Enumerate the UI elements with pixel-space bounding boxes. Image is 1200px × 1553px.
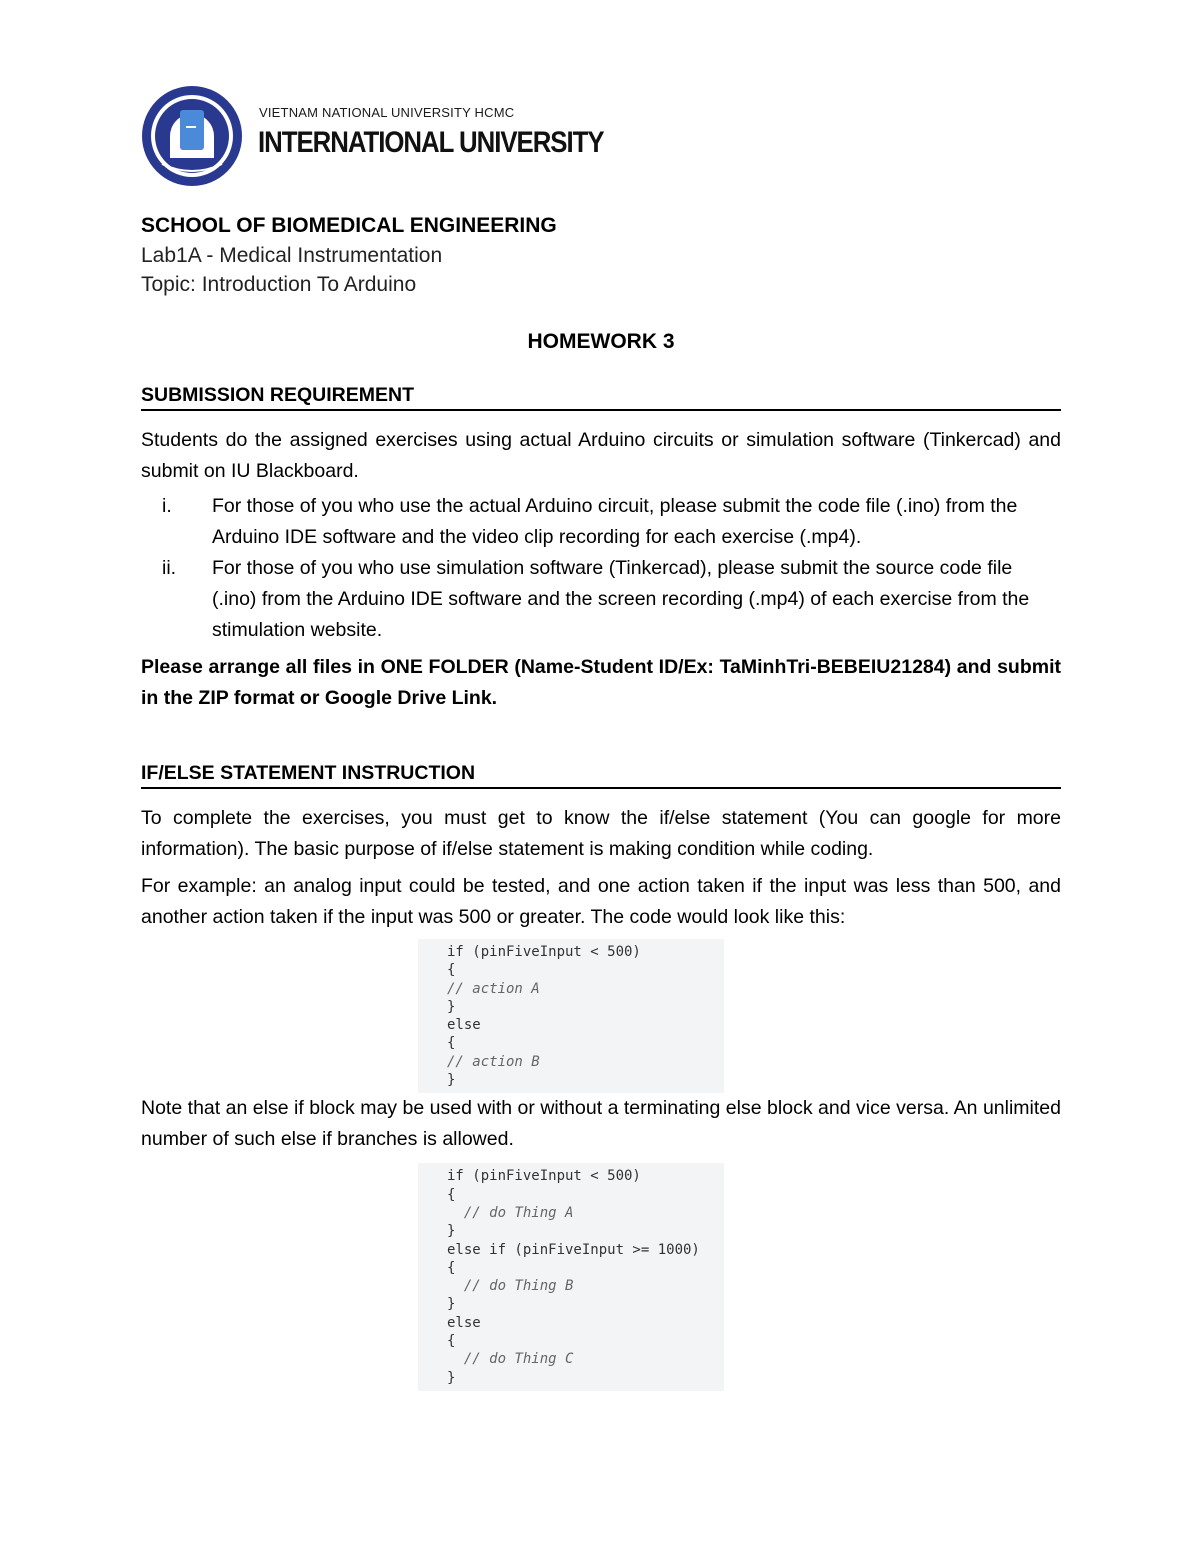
submission-intro: Students do the assigned exercises using actual Arduino circuits or simulation software (Tinkercad) and submit on IU Blackboard. [141,429,1061,482]
list-item [141,491,1061,553]
list-item-text: For those of you who use the actual Arduino circuit, please submit the code file (.ino) from the Arduino IDE software and the video clip recording for each exercise (.mp4). [212,495,1018,548]
ifelse-para-2: For example: an analog input could be tested, and one action taken if the input was less than 500, and another action taken if the input was 500 or greater. The code would look like this: [141,875,1061,928]
code-line: { [447,1035,456,1052]
school-name: SCHOOL OF BIOMEDICAL ENGINEERING [141,214,557,237]
submission-section-title: SUBMISSION REQUIREMENT [141,383,1061,411]
homework-title: HOMEWORK 3 [527,330,675,353]
topic-title: Topic: Introduction To Arduino [141,273,417,296]
code-line: else [447,1314,481,1331]
lab-title: Lab1A - Medical Instrumentation [141,244,443,267]
submission-list [141,491,1061,646]
list-item-text: For those of you who use simulation software (Tinkercad), please submit the source code file (.ino) from the Arduino IDE software and the screen recording (.mp4) of each exercise from the stimulation website. [212,557,1030,641]
code-line: { [447,962,456,979]
code-line: } [447,1223,456,1240]
code-comment: // do Thing C [447,1351,574,1368]
code-line: { [447,1259,456,1276]
code-comment: // do Thing A [447,1204,574,1221]
code-comment: // action A [447,980,540,997]
code-line: if (pinFiveInput < 500) [447,944,641,960]
code-line: if (pinFiveInput < 500) [447,1168,641,1185]
code-line: } [447,1296,456,1313]
code-line: } [447,998,456,1015]
document-header [140,84,740,188]
code-line: { [447,1186,456,1203]
university-name: INTERNATIONAL UNIVERSITY [258,126,604,159]
code-comment: // action B [447,1053,540,1070]
code-block-1 [418,939,724,1093]
document-body [141,212,1061,1391]
list-item-number: i. [162,495,172,517]
code-block-2 [418,1163,724,1391]
code-line: } [447,1369,456,1386]
code-line: { [447,1333,456,1350]
code-comment: // do Thing B [447,1278,574,1295]
ifelse-para-3: Note that an else if block may be used with or without a terminating else block and vice versa. An unlimited number of such else if branches is allowed. [141,1097,1061,1151]
code-line: } [447,1072,456,1089]
code-line: else if (pinFiveInput >= 1000) [447,1241,700,1258]
university-logo-icon [140,84,244,188]
ifelse-para-1: To complete the exercises, you must get to know the if/else statement (You can google for more information). The basic purpose of if/else statement is making condition while coding. [141,807,1061,860]
university-subtitle: VIETNAM NATIONAL UNIVERSITY HCMC [259,105,515,120]
list-item-number: ii. [162,557,177,579]
submission-note: Please arrange all files in ONE FOLDER (Name-Student ID/Ex: TaMinhTri-BEBEIU21284) and submit in the ZIP format or Google Drive Link. [141,656,1061,709]
code-line: else [447,1017,481,1034]
ifelse-section-title: IF/ELSE STATEMENT INSTRUCTION [141,761,1061,789]
list-item [141,553,1061,646]
